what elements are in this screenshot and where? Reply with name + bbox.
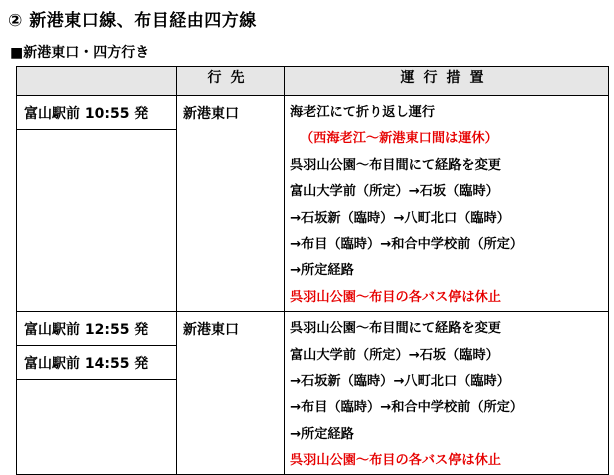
measure-line-warning: 呉羽山公園～布目の各バス停は休止 bbox=[290, 453, 501, 469]
destination: 新港東口 bbox=[183, 322, 239, 339]
measure-line-warning: （西海老江～新港東口間は運休） bbox=[300, 131, 498, 147]
measure-line: →所定経路 bbox=[290, 263, 354, 279]
schedule-table bbox=[16, 66, 609, 475]
header-destination: 行先 bbox=[177, 67, 285, 96]
header-departure bbox=[17, 67, 177, 96]
measure-line-warning: 呉羽山公園～布目の各バス停は休止 bbox=[290, 289, 501, 305]
departure-time: 富山駅前 14:55 発 bbox=[24, 356, 149, 373]
measure-line: →布目（臨時）→和合中学校前（所定） bbox=[290, 236, 524, 252]
measure-line: 富山大学前（所定）→石坂（臨時） bbox=[290, 184, 499, 200]
measure-line: 呉羽山公園～布目間にて経路を変更 bbox=[290, 321, 501, 337]
divider bbox=[17, 129, 176, 130]
page-title: ② 新港東口線、布目経由四方線 bbox=[8, 11, 257, 31]
table-row bbox=[17, 96, 609, 312]
measures-cell bbox=[285, 312, 609, 475]
departure-cell bbox=[17, 96, 177, 312]
measure-line: 富山大学前（所定）→石坂（臨時） bbox=[290, 347, 499, 363]
header-measures: 運行措置 bbox=[285, 67, 609, 96]
destination: 新港東口 bbox=[183, 106, 239, 122]
departure-time: 富山駅前 10:55 発 bbox=[24, 106, 149, 122]
measure-line: 海老江にて折り返し運行 bbox=[290, 105, 436, 120]
departure-time: 富山駅前 12:55 発 bbox=[24, 322, 149, 339]
measure-line: 呉羽山公園～布目間にて経路を変更 bbox=[290, 157, 501, 173]
departure-cell bbox=[17, 312, 177, 475]
divider bbox=[17, 379, 176, 380]
destination-cell bbox=[177, 312, 285, 475]
table-row bbox=[17, 312, 609, 475]
measures-cell bbox=[285, 96, 609, 312]
section-subtitle: ■新港東口・四方行き bbox=[10, 45, 150, 61]
measure-line: →石坂新（臨時）→八町北口（臨時） bbox=[290, 373, 510, 389]
measure-line: →石坂新（臨時）→八町北口（臨時） bbox=[290, 210, 510, 226]
measure-line: →所定経路 bbox=[290, 426, 354, 442]
destination-cell bbox=[177, 96, 285, 312]
table-header-row bbox=[17, 67, 609, 96]
measure-line: →布目（臨時）→和合中学校前（所定） bbox=[290, 400, 524, 416]
